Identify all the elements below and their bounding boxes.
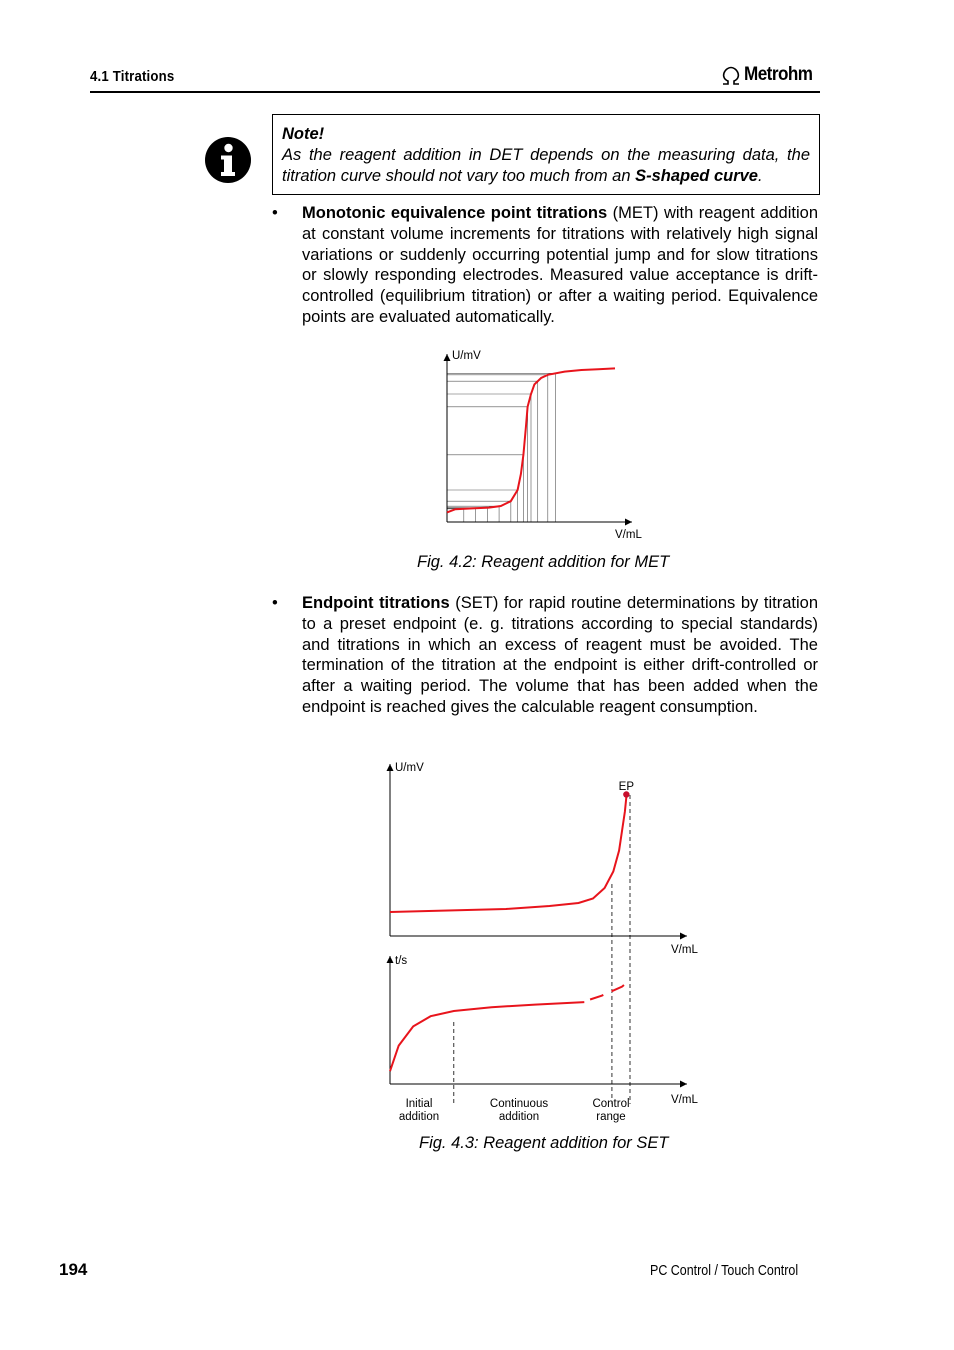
set-upper-y-arrow bbox=[387, 764, 394, 771]
product-name: PC Control / Touch Control bbox=[650, 1263, 799, 1279]
set-ep-label: EP bbox=[618, 781, 635, 793]
set-upper-ylabel: U/mV bbox=[395, 762, 424, 774]
met-y-arrow bbox=[444, 354, 451, 361]
set-upper-curve bbox=[390, 797, 626, 913]
brand-name: Metrohm bbox=[744, 64, 813, 85]
set-lower-xlabel: V/mL bbox=[671, 1094, 698, 1106]
note-emphasis: S-shaped curve bbox=[635, 167, 758, 185]
met-x-arrow bbox=[625, 519, 632, 526]
set-region-continuous: Continuous addition bbox=[489, 1098, 549, 1123]
info-icon bbox=[204, 136, 252, 184]
set-caption: Fig. 4.3: Reagent addition for SET bbox=[419, 1134, 669, 1152]
page-number: 194 bbox=[59, 1260, 88, 1279]
note-box bbox=[272, 114, 820, 195]
set-upper-x-arrow bbox=[680, 933, 687, 940]
note-title: Note! bbox=[282, 125, 325, 143]
header-rule bbox=[90, 91, 820, 93]
set-paragraph bbox=[302, 593, 818, 718]
set-region-control: Control range bbox=[592, 1098, 630, 1123]
met-text: (MET) with reagent addition at constant volume increments for titrations with relatively high signal variations or suddenly occurring potential jump and for slow titrations or slowly responding electrodes. Measured value acceptance is drift-controlled (equilibrium titration) or after a waiting period. Equivalence points are evaluated automatically. bbox=[302, 204, 818, 326]
set-lower-curve bbox=[390, 1002, 584, 1071]
set-lower-x-arrow bbox=[680, 1081, 687, 1088]
set-region-initial: Initial addition bbox=[398, 1098, 440, 1123]
set-bullet: • bbox=[272, 594, 278, 612]
set-upper-xlabel: V/mL bbox=[671, 944, 698, 956]
set-lower-y-arrow bbox=[387, 956, 394, 963]
set-lower-ylabel: t/s bbox=[395, 955, 408, 967]
set-lower-dashed-curve bbox=[590, 982, 628, 1000]
met-xlabel: V/mL bbox=[615, 529, 642, 541]
section-heading: 4.1 Titrations bbox=[90, 68, 175, 85]
omega-icon bbox=[720, 65, 742, 87]
met-ylabel: U/mV bbox=[452, 350, 481, 362]
met-caption: Fig. 4.2: Reagent addition for MET bbox=[417, 553, 670, 571]
metrohm-logo bbox=[720, 64, 820, 88]
met-bullet: • bbox=[272, 204, 278, 222]
set-lead: Endpoint titrations bbox=[302, 594, 450, 612]
met-paragraph bbox=[302, 203, 818, 328]
note-text: As the reagent addition in DET depends on the measuring data, the titration curve should not vary too much from an S-shaped curve. bbox=[282, 146, 810, 185]
met-lead: Monotonic equivalence point titrations bbox=[302, 204, 608, 222]
set-text: (SET) for rapid routine determinations by titration to a preset endpoint (e. g. titrations according to special standards) and titrations in which an excess of reagent must be avoided. The termination of the titration at the endpoint is either drift-controlled or after a waiting period. The volume that has been added when the endpoint is reached gives the calculable reagent consumption. bbox=[302, 594, 818, 716]
met-chart bbox=[420, 340, 660, 545]
set-chart bbox=[370, 750, 720, 1130]
